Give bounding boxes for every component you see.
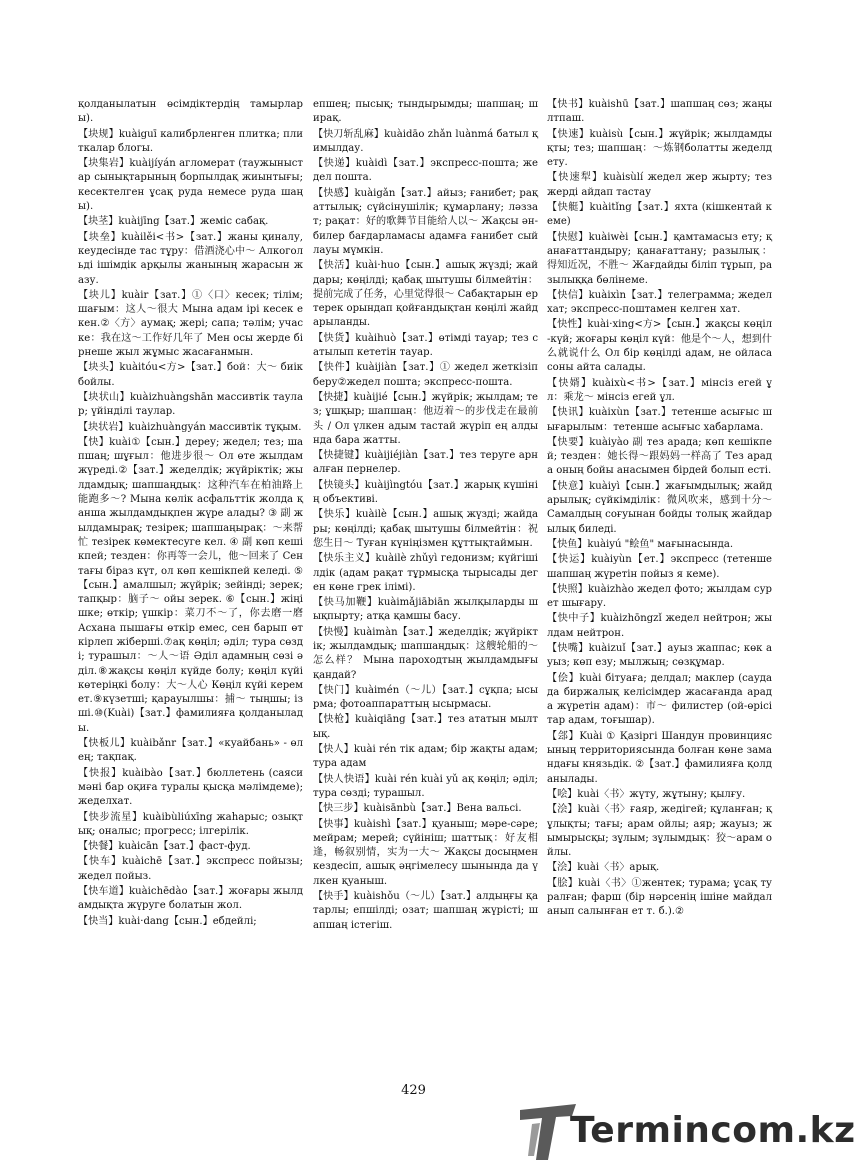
dictionary-entry: 【快人快语】kuài rén kuài yǔ ақ көңіл; әділ; тура сөзді; турашыл. [313,773,538,799]
dictionary-column-1 [78,98,303,1080]
dictionary-entry: 【快感】kuàigǎn【зат.】айыз; ғанибет; рақаттылық; сүйсінушілік; құмарлану; ләззат; рақат：好的歌舞节目能给人以～ Жақсы ән-билер бағдарламасы адамға ғанибет сыйлауы мүмкін. [313,187,538,256]
dictionary-entry: 【块头】kuàitóu<方>【зат.】бой：大～ биік бойлы. [78,362,303,388]
page-number: 429 [401,1083,426,1098]
dictionary-entry: 【侩】kuài бітуаға; делдал; маклер (саудада биржалық келісімдер жасағанда арада жүретін адам)：市～ филистер (ой-өрісі тар адам, тоғышар). [547,672,772,727]
dictionary-column-3 [547,98,772,1080]
dictionary-entry: 【快嘴】kuàizuǐ【зат.】ауыз жаппас; көк ауыз; көп езу; мылжың; сөзқұмар. [547,642,772,669]
dictionary-entry: 【快艇】kuàitǐng【зат.】яхта (кішкентай кеме) [547,202,772,228]
dictionary-entry: 【快刀斩乱麻】kuàidāo zhǎn luànmá батыл қимылдау. [313,128,538,154]
dictionary-entry: 【快递】kuàidì【зат.】экспресс-пошта; жедел пошта. [313,158,538,184]
dictionary-entry: 【快活】kuài·huo【сын.】ашық жүзді; жайдары; көңілді; қабақ шытушы білмейтін：提前完成了任务，心里觉得很～ Сабақтарын ертерек орындап қойғандықтан көңілі жайдарыланды. [313,260,539,329]
dictionary-entry: 【快餐】kuàicān【зат.】фаст-фуд. [78,841,251,853]
dictionary-entry: 【快婿】kuàixù<书>【зат.】мінсіз егей ұл：乘龙～ мінсіз егей ұл. [547,377,772,403]
dictionary-entry: 【块集岩】kuàijíyán агломерат (таужыныстар сынықтарының борпылдақ жиынтығы; кесектелген ұсақ руда немесе руда шаңы). [78,158,303,213]
dictionary-entry: 【快板儿】kuàibǎnr【зат.】«куайбань» - өлең; тақпақ. [78,738,303,764]
dictionary-entry: 【快件】kuàijiàn【зат.】① жедел жеткізіп беру②жедел пошта; экспресс-пошта. [313,362,538,388]
dictionary-entry: 【快捷键】kuàijiéjiàn【зат.】тез теруге арналған пернелер. [313,450,538,476]
dictionary-entry: қолданылатын өсімдіктердің тамырлары). [78,99,303,125]
dictionary-entry: 【快捷】kuàijié【сын.】жүйрік; жылдам; тез; ұшқыр; шапшаң：他迈着～的步伐走在最前头 / Ол үлкен адым тастай жүріп ең алдында бара жатты. [313,391,538,446]
site-logo [518,1100,856,1164]
dictionary-entry: 【快性】kuài·xing<方>【сын.】жақсы көңіл-күй; жоғары көңіл күй：他是个～人，想到什么就说什么 Ол бір көңілді адам, не ойласа соны айта салады. [547,319,772,374]
dictionary-column-2 [313,98,538,1080]
dictionary-entry: 【快三步】kuàisānbù【зат.】Вена вальсі. [313,803,522,815]
dictionary-entry: 【浍】kuài〈书〉ғаяр, жедігей; құланған; құлықты; тағы; арам ойлы; аяр; жауыз; жымырысқы; зұлым; зұлымдық：狡～арам ойлы. [547,804,772,859]
logo-wordmark: Termincom.kz [570,1110,856,1151]
dictionary-entry: 【郐】Kuài ① Қазіргі Шандун провинциясының территориясында болған көне замандағы князьдік. ②【зат.】фамилияға қолданылады. [547,730,772,785]
dictionary-entry: 【脍】kuài〈书〉①жентек; турама; ұсақ туралған; фарш (бір нәрсенің ішіне майдаланып салынған ет т. б.).② [547,877,772,918]
dictionary-entry: 【快乐主义】kuàilè zhǔyì гедонизм; күйгішілдік (адам рақат тұрмысқа тырысады деген көне грек ілімі). [313,553,538,593]
dictionary-entry: 【快鱼】kuàiyú "鲙鱼" мағынасында. [547,538,734,550]
dictionary-entry: 【块茎】kuàijīng【зат.】жеміс сабақ. [78,216,269,228]
dictionary-entry: 【快当】kuài·dang【сын.】ебдейлі; [78,915,257,927]
dictionary-entry: 【快人】kuài rén тік адам; бір жақты адам; тура адам [313,744,538,770]
dictionary-entry: епшең; пысық; тындырымды; шапшаң; ширақ. [313,99,538,125]
dictionary-entry: 【快乐】kuàilè【сын.】ашық жүзді; жайдары; көңілді; қабақ шытушы білмейтін：祝您生日～ Туған күніңізмен құттықтаймын. [313,509,538,549]
dictionary-entry: 【块规】kuàiguī калибрленген плитка; плиткалар блогы. [78,128,303,154]
dictionary-entry: 【快速犁】kuàisùlí жедел жер жырту; тез жерді айдап тастау [547,172,772,198]
dictionary-entry: 【快慰】kuàiwèi【сын.】қамтамасыз ету; қанағаттандыру; қанағаттану; разылық：得知近况，不胜～ Жағдайды біліп тұрып, разылыққа бөлінеме. [547,231,772,286]
dictionary-entry: 【快信】kuàixìn【зат.】телеграмма; жедел хат; экспресс-поштамен келген хат. [547,289,772,316]
dictionary-entry: 【块垒】kuàilěi<书>【зат.】жаны қиналу, кеудесінде тас тұру：借酒浇心中～ Алкогольді ішімдік арқылы жанының жарасын жазу. [78,231,303,286]
dictionary-entry: 【快中子】kuàizhōngzǐ жедел нейтрон; жылдам нейтрон. [547,613,772,639]
dictionary-entry: 【快事】kuàishì【зат.】қуаныш; мәре-сәре; мейрам; мерей; сүйініш; шаттық：好友相逢，畅叙别情，实为一大～ Жақсы досыңмен кездесіп, ашық әңгімелесу шынында да үлкен қуаныш. [313,818,538,887]
dictionary-entry: 【浍】kuài〈书〉арық. [547,862,660,874]
dictionary-entry: 【哙】kuài〈书〉жүту, жұтыну; қылғу. [547,788,746,800]
dictionary-entry: 【快货】kuàihuò【зат.】өтімді тауар; тез сатылып кететін тауар. [313,332,538,359]
dictionary-entry: 【快镜头】kuàijìngtóu【зат.】жарық күшінің объективі. [313,479,538,506]
dictionary-entry: 【快报】kuàibào【зат.】бюллетень (саяси мәні бар оқиға туралы қысқа мәлімдеме); жеделхат. [78,767,303,808]
dictionary-entry: 【块状山】kuàizhuàngshān массивтік таулар; үйінділі таулар. [78,391,303,418]
dictionary-entry: 【块状岩】kuàizhuàngyán массивтік тұқым. [78,421,302,433]
dictionary-entry: 【快要】kuàiyào 副 тез арада; көп кешікпей; тезден：她长得～跟妈妈一样高了 Тез арада оның бойы анасымен бірдей болып есті. [547,436,772,477]
dictionary-entry: 【快慢】kuàimàn【зат.】жеделдік; жүйріктік; жылдамдық; шапшаңдық：这艘轮船的～怎么样？ Мына пароходтың жылдамдығы қандай? [313,626,538,681]
dictionary-entry: 【快车道】kuàichēdào【зат.】жоғары жылдамдықта жүруге болатын жол. [78,886,303,912]
dictionary-entry: 【快门】kuàimén（～儿）【зат.】сұқпа; ысырма; фотоаппараттың ысырмасы. [313,684,538,711]
dictionary-entry: 【快书】kuàishū【зат.】шапшаң сөз; жаңылтпаш. [547,99,772,125]
dictionary-entry: 【快照】kuàizhào жедел фото; жылдам сурет шығару. [547,583,772,610]
dictionary-entry: 【快枪】kuàiqiāng【зат.】тез ататын мылтық. [313,714,538,740]
dictionary-entry: 【快步流星】kuàibùliúxīng жаһарыс; озықтық; оналыс; прогресс; ілгерілік. [78,811,303,837]
logo-t-icon [518,1100,578,1164]
dictionary-entry: 【快运】kuàiyùn【ет.】экспресс (тетенше шапшаң жүретін пойыз я кеме). [547,554,772,580]
dictionary-entry: 【快车】kuàichē【зат.】экспресс пойызы; жедел пойыз. [78,856,303,882]
dictionary-entry: 【快意】kuàiyì【сын.】жағымдылық; жайдарылық; сүйкімділік：微风吹来，感到十分～ Самалдың соғуынан бойды толық жайдарылық биледі. [547,480,772,535]
dictionary-entry: 【快速】kuàisù【сын.】жүйрік; жылдамдықты; тез; шапшаң：～炼钢болатты жеделдету. [547,128,772,169]
dictionary-entry: 【快手】kuàishǒu（～儿）【зат.】алдыңғы қатарлы; епшілді; озат; шапшаң жүрісті; шапшаң істегіш. [313,891,538,931]
dictionary-entry: 【块儿】kuàir【зат.】①〈口〉кесек; тілім; шағым：这人～很大 Мына адам ірі кесек екен.②〈方〉аумақ; жері; сапа; тәлім; учаске：我在这～工作好几年了 Мен осы жерде бірнеше жыл жұмыс жасағанмын. [78,289,303,359]
dictionary-entry: 【快讯】kuàixùn【зат.】тетенше асығыс шығарылым：тетенше асығыс хабарлама. [547,407,772,433]
dictionary-entry: 【快】kuài①【сын.】дереу; жедел; тез; шапшаң; шұғыл：他进步很～ Ол өте жылдам жүреді.②【зат.】жеделдік; жүйріктік; жылдамдық; шапшаңдық：这种汽车在柏油路上能跑多～? Мына көлік асфальттік жолда қанша жылдамдықпен жүре алады? ③ 副 жылдамырақ; тезірек; шапшаңырақ：～来帮忙 тезірек көмектесуге кел. ④ 副 көп кешікпей; тезден：你再等一会儿，他～回来了 Сен тағы біраз күт, ол көп кешікпей келеді. ⑤【сын.】амалшыл; жүйрік; зейінді; зерек; тапқыр：脑子～ ойы зерек. ⑥【сын.】жіңішке; өткір; үшкір：菜刀不～了，你去磨一磨 Асхана пышағы өткір емес, сен барып өткірлеп жіберші.⑦ақ көңіл; әділ; тура сөзді; турашыл：～人～语 Әділ адамның сөзі әділ.⑧жақсы көңіл күйде болу; көңіл күйі көтеріңкі болу：大～人心 Көңіл күйі керемет.⑨күзетші; қарауылшы：捕～ тыңшы; ізші.⑩(Kuài)【зат.】фамилияға қолданылады. [78,436,303,734]
dictionary-entry: 【快马加鞭】kuàimǎjiābiān жылқыларды шықпырту; атқа қамшы басу. [313,597,538,623]
